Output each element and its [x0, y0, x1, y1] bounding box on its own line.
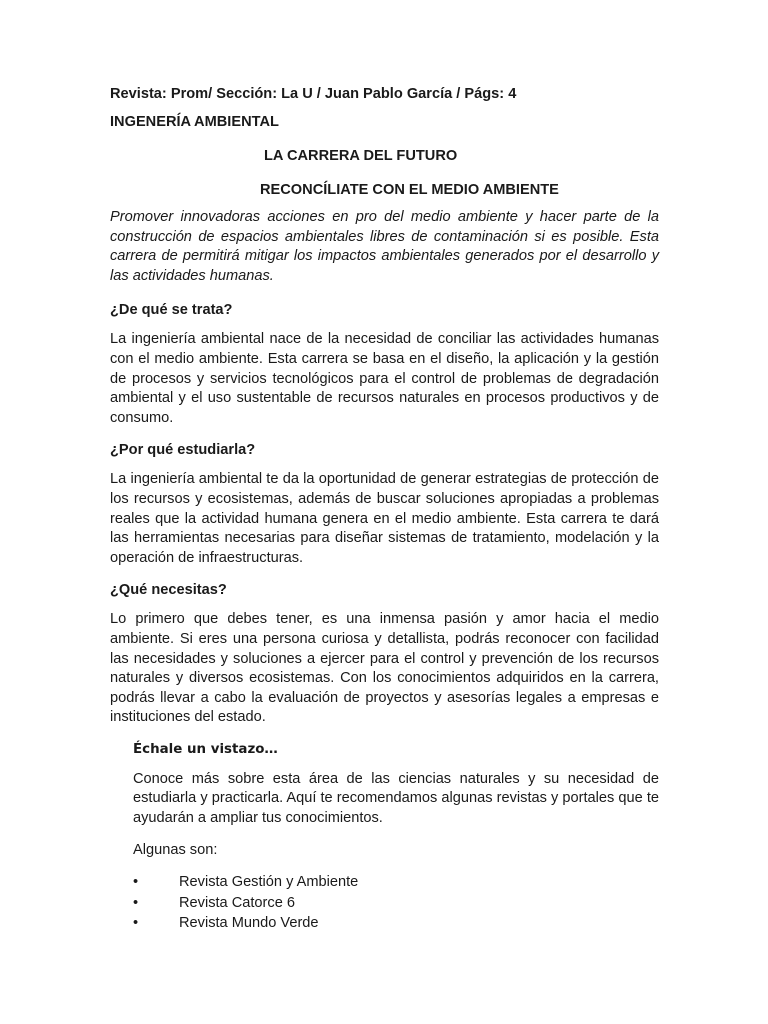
sidebar-paragraph: Conoce más sobre esta área de las ciencias naturales y su necesidad de estudiarla y practicarla. Aquí te recomendamos algunas revistas y portales que te ayudarán a ampliar tus conocimientos. [133, 770, 659, 827]
heading-que-necesitas: ¿Qué necesitas? [110, 582, 227, 599]
intro-paragraph: Promover innovadoras acciones en pro del medio ambiente y hacer parte de la construcción de espacios ambientales libres de contaminación si es posible. Esta carrera de permitirá mitigar los impactos ambientales generados por el desarrollo y las actividades humanas. [110, 209, 659, 284]
bullet-icon: • [133, 894, 139, 911]
document-page [110, 84, 659, 934]
sidebar-list-intro: Algunas son: [133, 841, 218, 858]
paragraph-que-necesitas: Lo primero que debes tener, es una inmensa pasión y amor hacia el medio ambiente. Si eres una persona curiosa y detallista, podrás reconocer con facilidad las necesidades y soluciones a ejercer para el control y prevención de los recursos naturales y diversos ecosistemas. Con los conocimientos adquiridos en la carrera, podrás llevar a cabo la evaluación de proyectos y asesorías legales a empresas e instituciones del estado. [110, 611, 659, 726]
magazine-list [110, 872, 659, 934]
paragraph-de-que-se-trata: La ingeniería ambiental nace de la necesidad de conciliar las actividades humanas con el medio ambiente. Esta carrera se basa en el diseño, la aplicación y la gestión de procesos y servicios tecnológicos para el control de problemas de degradación ambiental y el uso sustentable de recursos naturales en procesos productivos y de consumo. [110, 331, 659, 426]
heading-de-que-se-trata: ¿De qué se trata? [110, 302, 233, 319]
list-item-label: Revista Catorce 6 [179, 894, 295, 911]
list-item-label: Revista Mundo Verde [179, 915, 319, 932]
list-item [133, 893, 659, 914]
article-title: LA CARRERA DEL FUTURO [264, 148, 458, 164]
list-item-label: Revista Gestión y Ambiente [179, 874, 359, 891]
bullet-icon: • [133, 874, 139, 891]
section-title: INGENERÍA AMBIENTAL [110, 114, 279, 130]
list-item [133, 872, 659, 893]
list-item [133, 913, 659, 934]
paragraph-por-que-estudiarla: La ingeniería ambiental te da la oportunidad de generar estrategias de protección de los recursos y ecosistemas, además de buscar soluciones apropiadas a problemas reales que la actividad humana genera en el medio ambiente. Esta carrera te dará las herramientas necesarias para diseñar sistemas de tratamiento, modelación y la operación de infraestructuras. [110, 471, 659, 566]
article-subtitle: RECONCÍLIATE CON EL MEDIO AMBIENTE [260, 182, 559, 198]
bullet-icon: • [133, 915, 139, 932]
article-meta: Revista: Prom/ Sección: La U / Juan Pablo García / Págs: 4 [110, 86, 517, 102]
sidebar-block [110, 740, 659, 860]
heading-por-que-estudiarla: ¿Por qué estudiarla? [110, 442, 256, 459]
sidebar-heading: Échale un vistazo… [133, 741, 278, 757]
